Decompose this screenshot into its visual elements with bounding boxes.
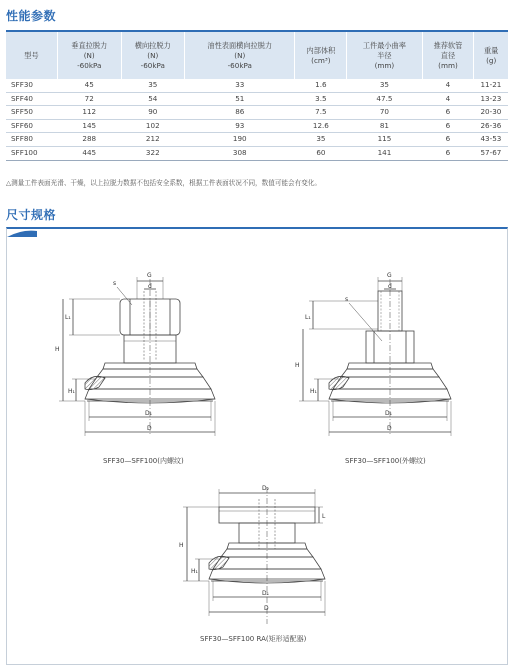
table-row bbox=[6, 79, 508, 92]
table-row bbox=[6, 92, 508, 106]
dim-label-h-2: H bbox=[295, 362, 300, 369]
header-line: (g) bbox=[486, 55, 497, 65]
caption-internal-thread: SFF30—SFF100(内螺纹) bbox=[103, 457, 184, 465]
dim-label-l-3: L bbox=[322, 513, 326, 520]
table-cell: 115 bbox=[347, 133, 422, 147]
table-row bbox=[6, 119, 508, 133]
table-cell: 288 bbox=[57, 133, 121, 147]
technical-drawings bbox=[7, 229, 509, 667]
header-line: (N) bbox=[234, 50, 246, 60]
table-cell: 81 bbox=[347, 119, 422, 133]
table-body bbox=[6, 79, 508, 160]
dim-label-l1-2: L₁ bbox=[305, 314, 311, 321]
performance-note: △测量工件表面光滑、干燥，以上拉脱力数据不包括安全系数，根据工件表面状况不同，数值可能会有变化。 bbox=[6, 179, 321, 187]
drawing-internal-thread bbox=[59, 277, 215, 436]
table-cell: 190 bbox=[185, 133, 295, 147]
header-line: (N) bbox=[83, 50, 95, 60]
dim-label-d1-3: D₁ bbox=[262, 590, 270, 597]
table-cell: 6 bbox=[422, 146, 474, 160]
table-header-cell bbox=[295, 31, 347, 79]
header-line: 工件最小曲率 bbox=[362, 40, 406, 50]
table-cell: 141 bbox=[347, 146, 422, 160]
drawing-panel bbox=[6, 227, 508, 665]
table-cell: 47.5 bbox=[347, 92, 422, 106]
performance-title: 性能参数 bbox=[6, 9, 57, 23]
header-line: (mm) bbox=[438, 60, 458, 70]
table-cell: 57-67 bbox=[474, 146, 508, 160]
table-cell: 90 bbox=[121, 106, 185, 120]
table-cell: 54 bbox=[121, 92, 185, 106]
table-cell: 13-23 bbox=[474, 92, 508, 106]
table-cell: SFF80 bbox=[6, 133, 57, 147]
table-header-cell bbox=[474, 31, 508, 79]
table-cell: 43-53 bbox=[474, 133, 508, 147]
dim-label-d: d bbox=[148, 283, 152, 290]
table-header-cell bbox=[121, 31, 185, 79]
table-cell: 145 bbox=[57, 119, 121, 133]
table-cell: SFF50 bbox=[6, 106, 57, 120]
table-cell: 35 bbox=[295, 133, 347, 147]
table-cell: 102 bbox=[121, 119, 185, 133]
table-cell: 6 bbox=[422, 119, 474, 133]
table-cell: 35 bbox=[121, 79, 185, 92]
table-cell: 1.6 bbox=[295, 79, 347, 92]
dim-label-h1-2: H₁ bbox=[310, 388, 317, 395]
table-cell: 212 bbox=[121, 133, 185, 147]
table-header-row bbox=[6, 31, 508, 79]
table-cell: 4 bbox=[422, 79, 474, 92]
header-line: -60kPa bbox=[140, 60, 165, 70]
table-cell: 35 bbox=[347, 79, 422, 92]
drawing-external-thread bbox=[299, 277, 451, 436]
table-cell: 45 bbox=[57, 79, 121, 92]
dim-label-dd: D bbox=[147, 425, 152, 432]
table-cell: 26-36 bbox=[474, 119, 508, 133]
header-line: (cm³) bbox=[311, 55, 331, 65]
header-line: 重量 bbox=[483, 45, 499, 55]
header-line: (mm) bbox=[374, 60, 395, 70]
caption-external-thread: SFF30—SFF100(外螺纹) bbox=[345, 457, 426, 465]
table-cell: 20-30 bbox=[474, 106, 508, 120]
header-line: 内部体积 bbox=[306, 45, 336, 55]
table-cell: 445 bbox=[57, 146, 121, 160]
dim-label-h1: H₁ bbox=[68, 388, 75, 395]
header-line: (N) bbox=[147, 50, 159, 60]
header-line: -60kPa bbox=[77, 60, 102, 70]
header-line: 直径 bbox=[440, 50, 456, 60]
corner-decoration bbox=[7, 229, 37, 237]
dim-label-dd-3: D bbox=[264, 605, 269, 612]
header-line: 半径 bbox=[377, 50, 392, 60]
table-cell: 86 bbox=[185, 106, 295, 120]
dimensions-title: 尺寸规格 bbox=[6, 208, 57, 222]
table-cell: 308 bbox=[185, 146, 295, 160]
header-line: 油性表面横向拉脱力 bbox=[207, 40, 273, 50]
dim-label-d1: D₁ bbox=[145, 410, 153, 417]
dim-label-g-2: G bbox=[387, 272, 392, 279]
table-cell: 93 bbox=[185, 119, 295, 133]
header-line: 横向拉脱力 bbox=[134, 40, 171, 50]
table-cell: 6 bbox=[422, 133, 474, 147]
table-cell: 60 bbox=[295, 146, 347, 160]
dim-label-l1: L₁ bbox=[65, 314, 71, 321]
table-header-cell bbox=[185, 31, 295, 79]
header-line: 型号 bbox=[24, 50, 39, 60]
dim-label-s: s bbox=[113, 280, 117, 287]
table-cell: 4 bbox=[422, 92, 474, 106]
table-cell: 12.6 bbox=[295, 119, 347, 133]
dim-label-d-2: d bbox=[388, 283, 392, 290]
table-cell: 33 bbox=[185, 79, 295, 92]
drawing-rect-adapter bbox=[183, 487, 325, 624]
dim-label-h1-3: H₁ bbox=[191, 568, 198, 575]
table-cell: 322 bbox=[121, 146, 185, 160]
table-header-cell bbox=[6, 31, 57, 79]
table-cell: 112 bbox=[57, 106, 121, 120]
table-cell: 11-21 bbox=[474, 79, 508, 92]
table-header-cell bbox=[347, 31, 422, 79]
table-cell: SFF30 bbox=[6, 79, 57, 92]
caption-rect-adapter: SFF30—SFF100 RA(矩形适配器) bbox=[200, 635, 307, 643]
dim-label-d2-3: D₂ bbox=[262, 485, 270, 492]
table-cell: 70 bbox=[347, 106, 422, 120]
dim-label-d1-2: D₁ bbox=[385, 410, 393, 417]
table-cell: 3.5 bbox=[295, 92, 347, 106]
table-row bbox=[6, 146, 508, 160]
table-header-cell bbox=[57, 31, 121, 79]
header-line: 垂直拉脱力 bbox=[71, 40, 108, 50]
dim-label-dd-2: D bbox=[387, 425, 392, 432]
table-cell: SFF100 bbox=[6, 146, 57, 160]
dim-label-h-3: H bbox=[179, 542, 184, 549]
table-row bbox=[6, 133, 508, 147]
table-cell: 51 bbox=[185, 92, 295, 106]
dim-label-g: G bbox=[147, 272, 152, 279]
table-cell: 7.5 bbox=[295, 106, 347, 120]
header-line: 推荐软管 bbox=[433, 40, 463, 50]
table-cell: SFF60 bbox=[6, 119, 57, 133]
table-header-cell bbox=[422, 31, 474, 79]
table-cell: 6 bbox=[422, 106, 474, 120]
dim-label-h: H bbox=[55, 346, 60, 353]
header-line: -60kPa bbox=[227, 60, 252, 70]
dim-label-s-2: s bbox=[345, 296, 349, 303]
table-cell: 72 bbox=[57, 92, 121, 106]
table-cell: SFF40 bbox=[6, 92, 57, 106]
table-row bbox=[6, 106, 508, 120]
performance-table bbox=[6, 30, 508, 161]
